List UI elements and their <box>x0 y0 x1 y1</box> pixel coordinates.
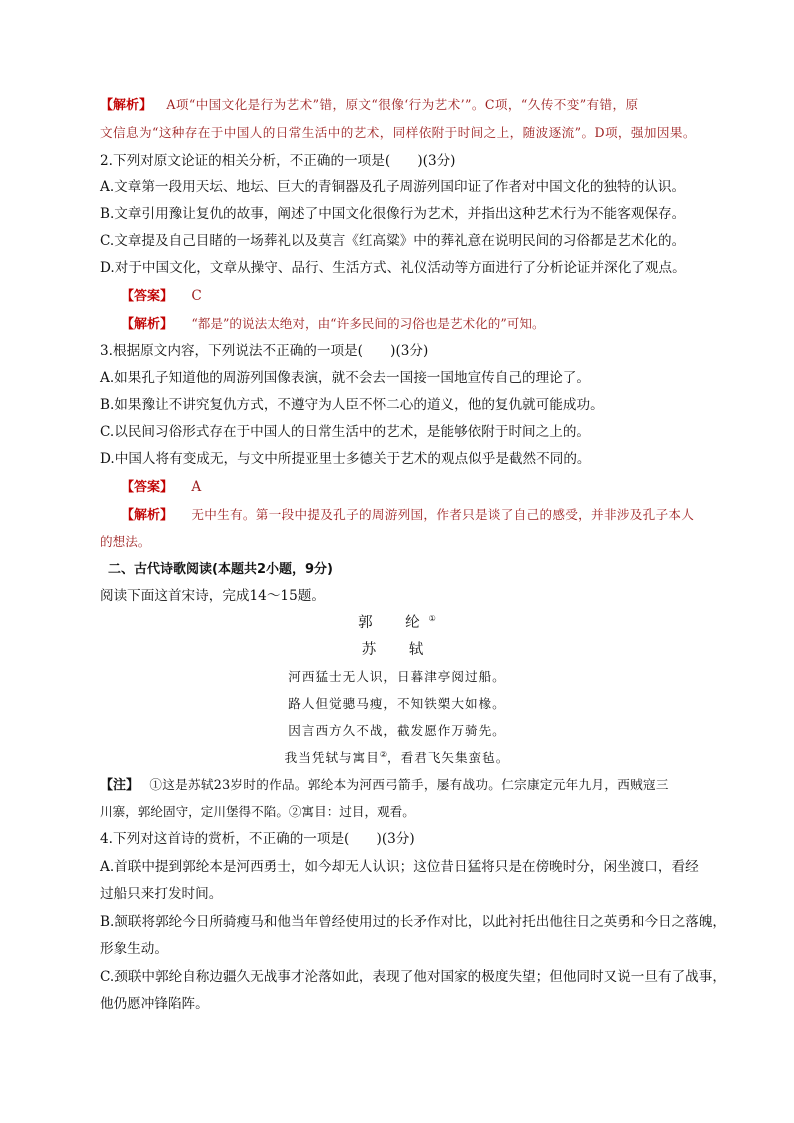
q2-answer-value: C <box>191 288 202 304</box>
q2-analysis: 【解析】 “都是”的说法太绝对，由“许多民间的习俗也是艺术化的”可知。 <box>121 316 545 332</box>
q4-option-c-line-2: 他仍愿冲锋陷阵。 <box>100 996 209 1012</box>
q2-answer <box>121 286 202 307</box>
q3-answer-value: A <box>191 479 202 495</box>
poem-line-4: 我当凭轼与寓目②，看君飞矢集蛮毡。 <box>284 749 510 765</box>
poem-line-2: 路人但觉骢马瘦，不知铁槊大如椽。 <box>288 696 506 711</box>
q4-option-c-line-1: C.颈联中郭纶自称边疆久无战事才沦落如此，表现了他对国家的极度失望；但他同时又说一旦有了战事， <box>100 969 726 985</box>
answer-label: 【答案】 <box>121 289 174 304</box>
q2-option-d: D.对于中国文化，文章从操守、品行、生活方式、礼仪活动等方面进行了分析论证并深化了观点。 <box>100 260 686 276</box>
q2-option-b: B.文章引用豫让复仇的故事，阐述了中国文化很像行为艺术，并指出这种艺术行为不能客观保存。 <box>100 206 686 222</box>
q4-option-b-line-2: 形象生动。 <box>100 941 168 957</box>
q4-stem: 4.下列对这首诗的赏析，不正确的一项是( )(3分) <box>100 831 415 847</box>
note-line-1: 【注】 ①这是苏轼23岁时的作品。郭纶本为河西弓箭手，屡有战功。仁宗康定元年九月，西贼寇三 <box>100 777 669 793</box>
analysis-label: 【解析】 <box>121 317 174 332</box>
q3-option-c: C.以民间习俗形式存在于中国人的日常生活中的艺术，是能够依附于时间之上的。 <box>100 424 591 440</box>
q4-option-b-line-1: B.颔联将郭纶今日所骑瘦马和他当年曾经使用过的长矛作对比，以此衬托出他往日之英勇和今日之落魄， <box>100 914 727 930</box>
poem-line-1: 河西猛士无人识，日暮津亭阅过船。 <box>288 669 506 684</box>
footnote-mark: ② <box>379 749 387 759</box>
poem-line-3: 因言西方久不战，截发愿作万骑先。 <box>288 723 506 738</box>
answer-label: 【答案】 <box>121 480 174 495</box>
q2-option-c: C.文章提及自己目睹的一场葬礼以及莫言《红高粱》中的葬礼意在说明民间的习俗都是艺术化的。 <box>100 233 686 249</box>
q1-analysis-line-2: 文信息为“这种存在于中国人的日常生活中的艺术，同样依附于时间之上，随波逐流”。D项，强加因果。 <box>100 125 696 140</box>
q2-stem: 2.下列对原文论证的相关分析，不正确的一项是( )(3分) <box>100 153 456 169</box>
q2-option-a: A.文章第一段用天坛、地坛、巨大的青铜器及孔子周游列国印证了作者对中国文化的独特的认识。 <box>100 179 686 195</box>
footnote-mark: ① <box>428 614 436 624</box>
q3-option-a: A.如果孔子知道他的周游列国像表演，就不会去一国接一国地宣传自己的理论了。 <box>100 370 590 386</box>
poem-title: 郭 纶① <box>358 614 436 631</box>
poem-author: 苏 轼 <box>361 642 433 658</box>
q3-analysis-line-2: 的想法。 <box>100 534 151 549</box>
q1-analysis-line-1: 【解析】 A项“中国文化是行为艺术”错，原文“很像‘行为艺术’”。C项，“久传不变”有错，原 <box>100 97 639 113</box>
section-intro: 阅读下面这首宋诗，完成14～15题。 <box>100 588 325 604</box>
q3-stem: 3.根据原文内容，下列说法不正确的一项是( )(3分) <box>100 343 429 359</box>
q3-answer <box>121 477 201 498</box>
analysis-label: 【解析】 <box>121 508 174 523</box>
q3-option-b: B.如果豫让不讲究复仇方式，不遵守为人臣不怀二心的道义，他的复仇就可能成功。 <box>100 397 604 413</box>
section-heading: 二、古代诗歌阅读(本题共2小题，9分) <box>108 562 333 577</box>
q4-option-a-line-2: 过船只来打发时间。 <box>100 886 223 902</box>
q3-analysis-line-1: 【解析】 无中生有。第一段中提及孔子的周游列国，作者只是谈了自己的感受，并非涉及孔子本人 <box>121 507 695 523</box>
note-line-2: 川寨，郭纶固守，定川堡得不陷。②寓目：过目，观看。 <box>100 804 415 819</box>
q3-option-d: D.中国人将有变成无，与文中所提亚里士多德关于艺术的观点似乎是截然不同的。 <box>100 451 591 467</box>
analysis-label: 【解析】 <box>100 98 153 113</box>
note-label: 【注】 <box>100 778 140 793</box>
q4-option-a-line-1: A.首联中提到郭纶本是河西勇士，如今却无人认识；这位昔日猛将只是在傍晚时分，闲坐渡口，看经 <box>100 859 699 875</box>
